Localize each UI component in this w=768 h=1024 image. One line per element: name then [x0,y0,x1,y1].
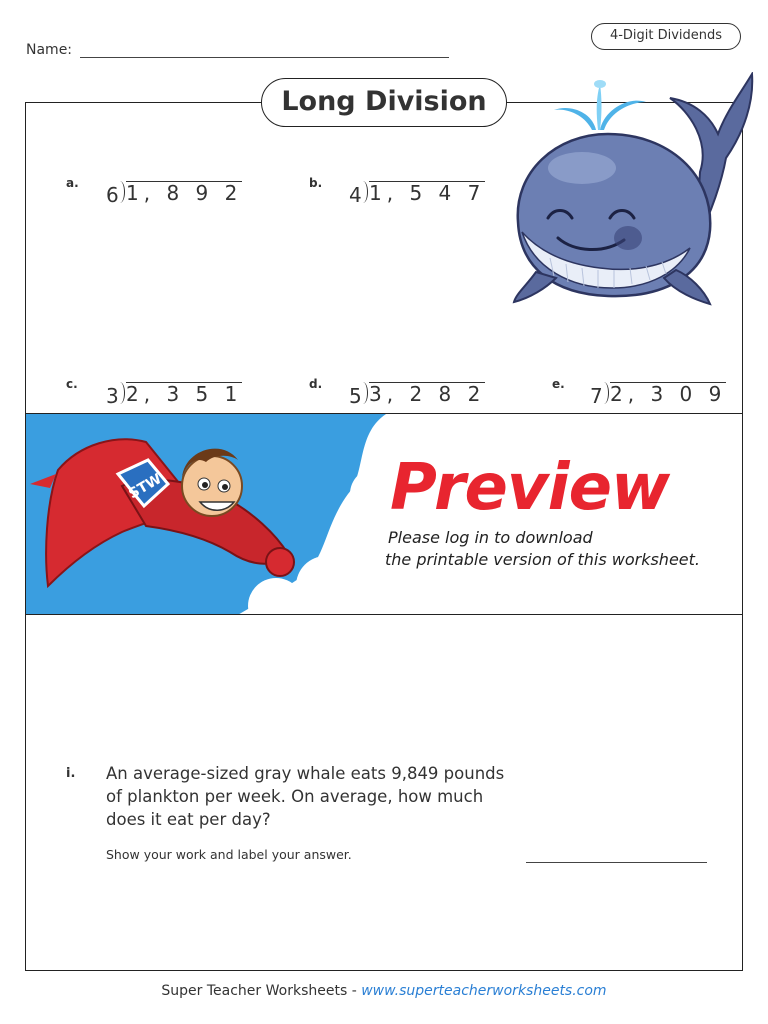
whale-fin-left [514,272,556,302]
preview-title: Preview [390,451,670,525]
problem-letter: c. [66,377,78,391]
problem-divisor: 5 [349,384,363,408]
name-label: Name: [26,42,73,58]
problem-letter: b. [309,176,323,190]
whale-illustration [500,72,756,308]
topic-badge: 4-Digit Dividends [591,23,741,50]
problem-letter: d. [309,377,323,391]
name-line [80,57,449,58]
word-problem-line2: of plankton per week. On average, how much [106,787,484,806]
hero-badge-text: STW [126,470,165,503]
preview-message-line2: the printable version of this worksheet. [385,550,700,569]
water-spout [554,80,646,130]
word-problem-instruction: Show your work and label your answer. [106,847,352,862]
page-title: Long Division [261,78,507,127]
answer-line [526,862,707,863]
problem-dividend: 2, 3 5 1 [126,382,243,406]
problem-dividend: 1, 8 9 2 [126,181,243,205]
word-problem-line1: An average-sized gray whale eats 9,849 pounds [106,764,505,783]
problem-dividend: 2, 3 0 9 [610,382,727,406]
problem-divisor: 7 [590,384,604,408]
problem-divisor: 6 [106,183,120,207]
whale-fin-right [664,270,710,304]
problem-dividend: 1, 5 4 7 [369,181,486,205]
division-bracket [357,382,368,404]
division-bracket [114,382,125,404]
word-problem-letter: i. [66,766,76,781]
problem-divisor: 4 [349,183,363,207]
division-bracket [357,181,368,203]
word-problem-line3: does it eat per day? [106,810,271,829]
footer [0,983,768,999]
division-bracket [114,181,125,203]
division-bracket [598,382,609,404]
problem-divisor: 3 [106,384,120,408]
footer-link[interactable]: www.superteacherworksheets.com [361,983,607,999]
problem-letter: e. [552,377,565,391]
footer-text: Super Teacher Worksheets - [161,983,362,999]
preview-message-line1: Please log in to download [388,528,593,547]
problem-dividend: 3, 2 8 2 [369,382,486,406]
problem-letter: a. [66,176,79,190]
